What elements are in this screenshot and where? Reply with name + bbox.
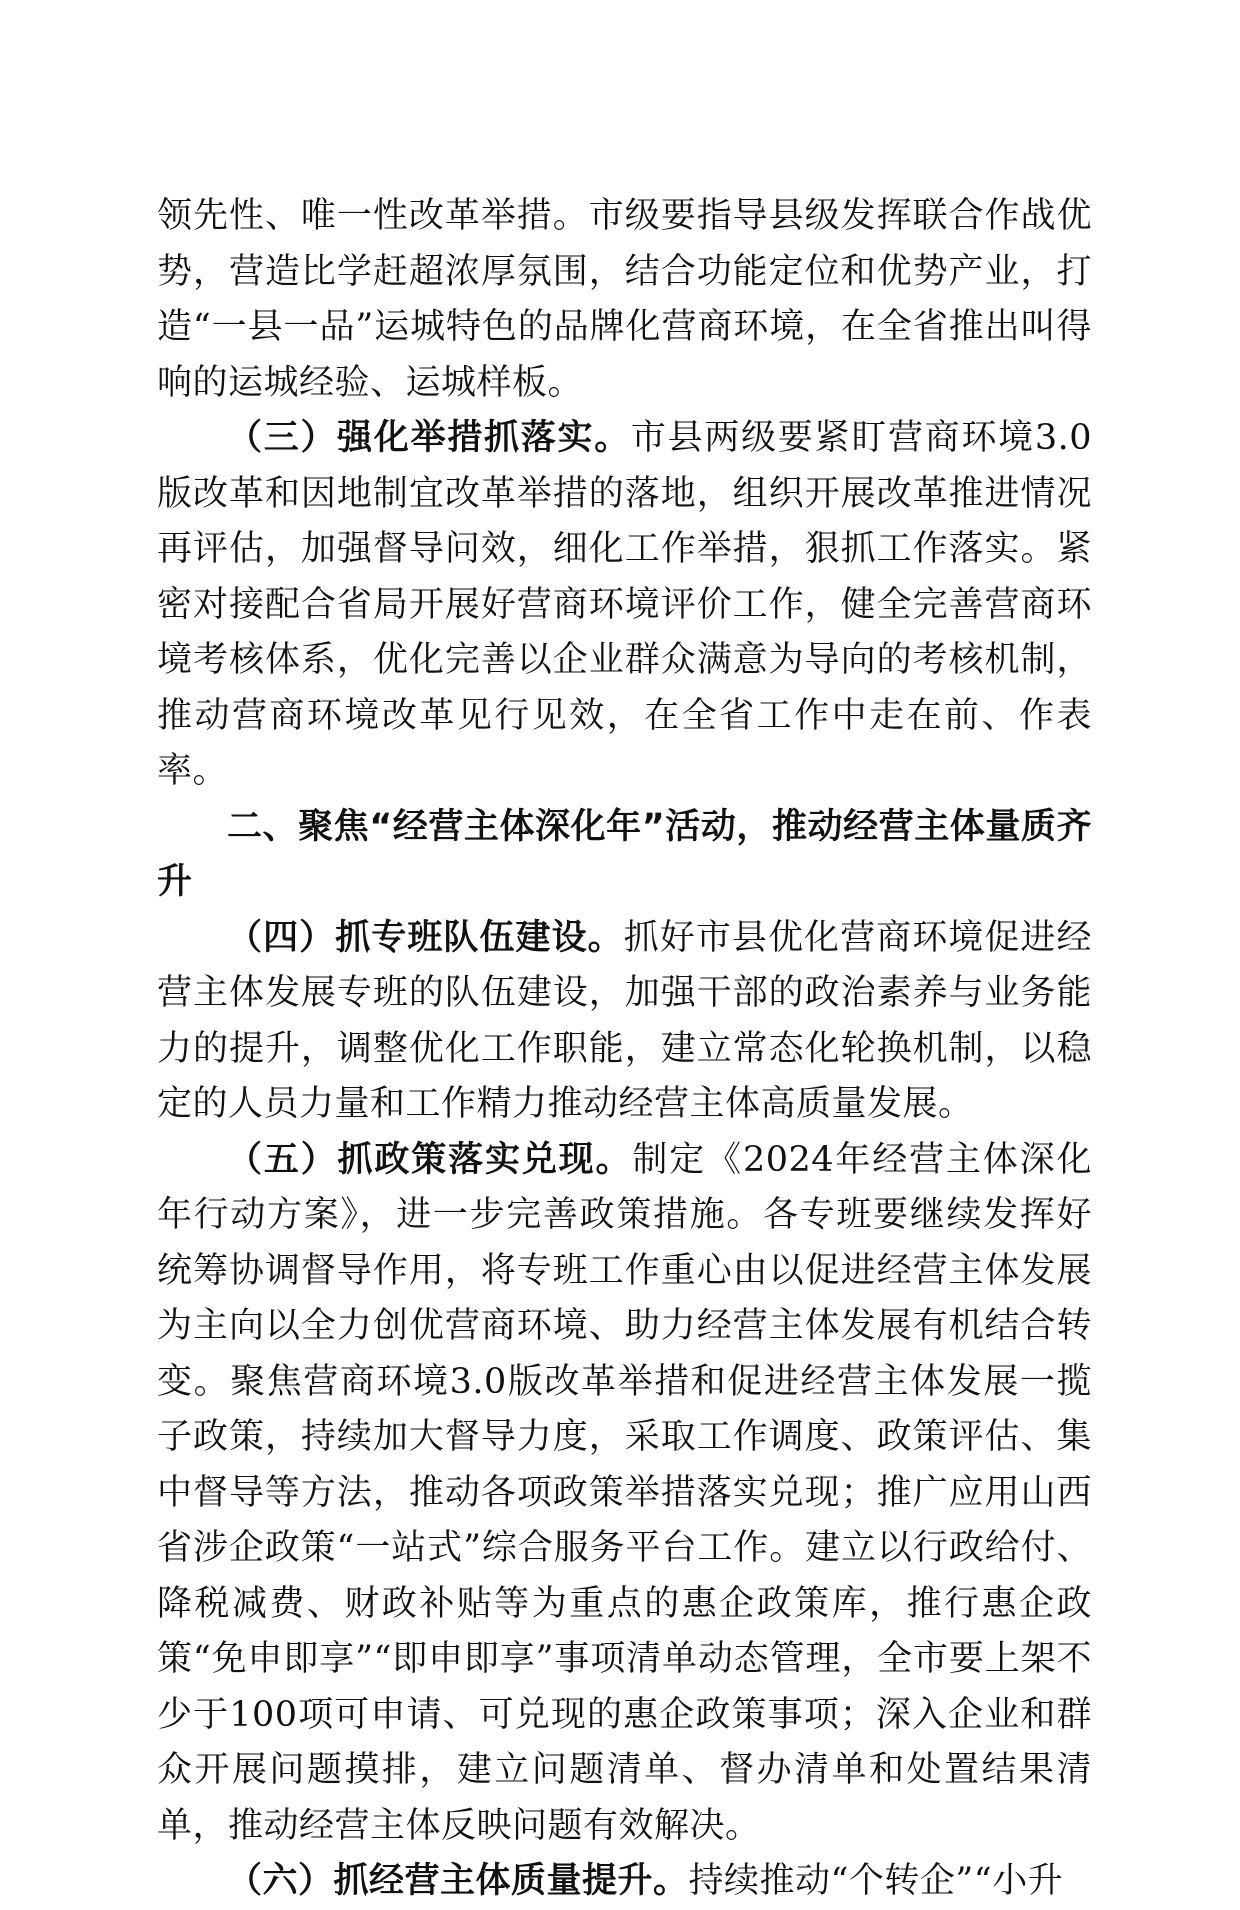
paragraph-section-3 — [157, 411, 1092, 800]
paragraph-body: 领先性、唯一性改革举措。市级要指导县级发挥联合作战优势，营造比学赶超浓厚氛围，结合功能定位和优势产业，打造“一县一品”运城特色的品牌化营商环境，在全省推出叫得响的运城经验、运城样板。 — [157, 196, 1092, 403]
document-body — [157, 189, 1092, 1910]
section-heading-2 — [157, 800, 1092, 911]
paragraph-continuation — [157, 189, 1092, 411]
paragraph-lead: （五）抓政策落实兑现。 — [227, 1139, 633, 1180]
paragraph-lead: （四）抓专班队伍建设。 — [227, 917, 624, 958]
paragraph-body: 市县两级要紧盯营商环境3.0版改革和因地制宜改革举措的落地，组织开展改革推进情况再评估，加强督导问效，细化工作举措，狠抓工作落实。紧密对接配合省局开展好营商环境评价工作，健全完善营商环境考核体系，优化完善以企业群众满意为导向的考核机制，推动营商环境改革见行见效，在全省工作中走在前、作表率。 — [157, 418, 1092, 791]
paragraph-section-4 — [157, 911, 1092, 1133]
section-heading-text: 二、聚焦“经营主体深化年”活动，推动经营主体量质齐升 — [157, 806, 1092, 902]
paragraph-lead: （三）强化举措抓落实。 — [227, 418, 631, 458]
paragraph-body: 持续推动“个转企”“小升 — [688, 1861, 1064, 1901]
paragraph-body: 制定《2024年经营主体深化年行动方案》，进一步完善政策措施。各专班要继续发挥好统筹协调督导作用，将专班工作重心由以促进经营主体发展为主向以全力创优营商环境、助力经营主体发展有机结合转变。聚焦营商环境3.0版改革举措和促进经营主体发展一揽子政策，持续加大督导力度，采取工作调度、政策评估、集中督导等方法，推动各项政策举措落实兑现；推广应用山西省涉企政策“一站式”综合服务平台工作。建立以行政给付、降税减费、财政补贴等为重点的惠企政策库，推行惠企政策“免申即享”“即申即享”事项清单动态管理，全市要上架不少于100项可申请、可兑现的惠企政策事项；深入企业和群众开展问题摸排，建立问题清单、督办清单和处置结果清单，推动经营主体反映问题有效解决。 — [157, 1139, 1092, 1846]
paragraph-section-5 — [157, 1133, 1092, 1855]
paragraph-body: 抓好市县优化营商环境促进经营主体发展专班的队伍建设，加强干部的政治素养与业务能力的提升，调整优化工作职能，建立常态化轮换机制，以稳定的人员力量和工作精力推动经营主体高质量发展。 — [157, 917, 1092, 1124]
paragraph-section-6 — [157, 1854, 1092, 1910]
paragraph-lead: （六）抓经营主体质量提升。 — [227, 1861, 689, 1901]
